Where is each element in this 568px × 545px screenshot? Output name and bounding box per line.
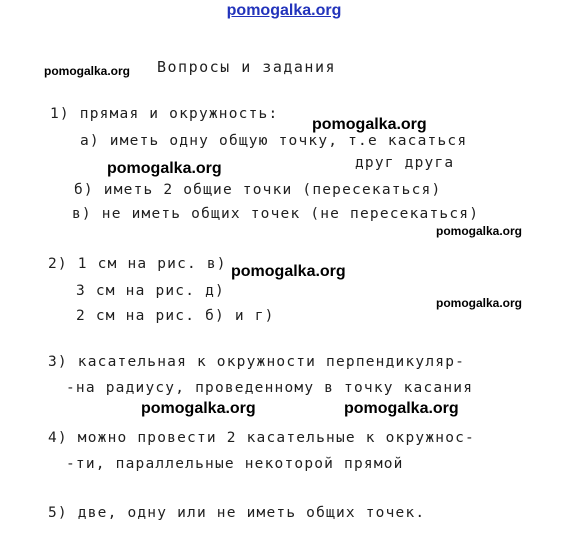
answer-2-line-3: 2 см на рис. б) и г) (76, 308, 275, 324)
answer-4-line-1: 4) можно провести 2 касательные к окружнос- (48, 430, 475, 446)
watermark: pomogalka.org (141, 400, 256, 417)
watermark: pomogalka.org (44, 64, 131, 78)
page-title: Вопросы и задания (157, 58, 337, 76)
watermark: pomogalka.org (436, 224, 523, 238)
answer-2-line-1: 2) 1 см на рис. в) (48, 256, 227, 272)
answer-1-line-3: друг друга (355, 155, 455, 171)
answer-1-line-4: б) иметь 2 общие точки (пересекаться) (74, 182, 442, 198)
answer-1-line-1: 1) прямая и окружность: (50, 106, 279, 122)
answer-1-line-5: в) не иметь общих точек (не пересекаться) (72, 206, 480, 222)
watermark: pomogalka.org (107, 160, 222, 177)
watermark-top-link[interactable]: pomogalka.org (226, 2, 342, 19)
answer-3-line-1: 3) касательная к окружности перпендикуляр- (48, 354, 466, 370)
watermark: pomogalka.org (312, 116, 427, 133)
answer-3-line-2: -на радиусу, проведенному в точку касания (66, 380, 474, 396)
answer-2-line-2: 3 см на рис. д) (76, 283, 225, 299)
watermark: pomogalka.org (436, 296, 523, 310)
watermark: pomogalka.org (231, 263, 346, 280)
watermark: pomogalka.org (344, 400, 459, 417)
answer-1-line-2: а) иметь одну общую точку, т.е касаться (80, 133, 468, 149)
answer-4-line-2: -ти, параллельные некоторой прямой (66, 456, 404, 472)
answer-5-line-1: 5) две, одну или не иметь общих точек. (48, 505, 426, 521)
